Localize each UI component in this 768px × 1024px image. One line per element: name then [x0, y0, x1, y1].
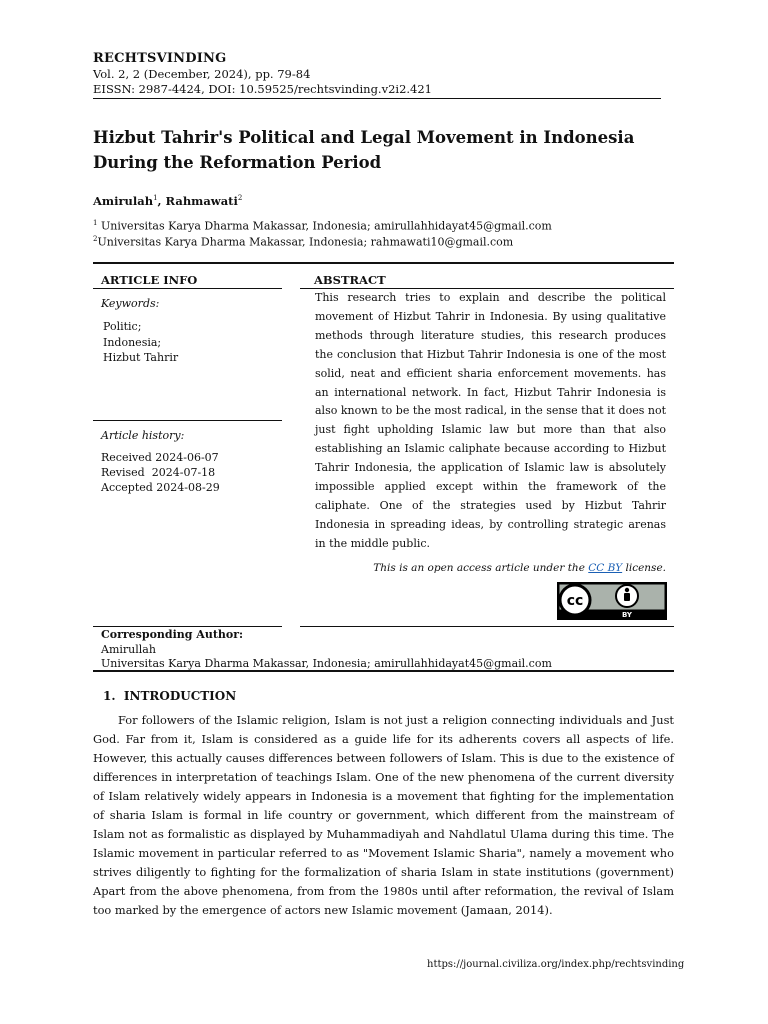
corresponding-rule-left — [93, 626, 282, 627]
volume-info: Vol. 2, 2 (December, 2024), pp. 79-84 — [93, 67, 311, 81]
keyword-item: Indonesia; — [103, 335, 162, 349]
abstract-text: This research tries to explain and describe the political movement of Hizbut Tahrir in Indonesia. By using qualitative methods through literature studies, this research produces the conclusion that Hizbut Tahrir Indonesia is one of the most solid, neat and efficient sharia enforcement movements. has an international network. In fact, Hizbut Tahrir Indonesia is also known to be the most radical, in the sense that it does not just fight upholding Islamic law but more than that also establishing an Islamic caliphate because according to Hizbut Tahrir Indonesia, the application of Islamic law is absolutely impossible applied except within the framework of the caliphate. One of the strategies used by Hizbut Tahrir Indonesia in spreading ideas, by controlling strategic arenas in the middle public. — [315, 291, 666, 550]
history-item — [101, 465, 220, 480]
history-item-label: Received — [101, 451, 152, 464]
author-sup: 2 — [237, 194, 243, 203]
header-rule — [93, 98, 661, 99]
abstract-heading: ABSTRACT — [314, 273, 386, 287]
history-item — [101, 450, 220, 465]
author-name: Amirulah — [93, 194, 154, 208]
keywords-list — [103, 319, 178, 366]
eissn-doi: EISSN: 2987-4424, DOI: 10.59525/rechtsvinding.v2i2.421 — [93, 82, 433, 96]
affiliation-text: Universitas Karya Dharma Makassar, Indonesia; amirullahhidayat45@gmail.com — [100, 219, 552, 233]
history-item-date: 2024-06-07 — [155, 451, 219, 464]
author-sup: 1 — [153, 194, 158, 203]
section-number: 1. — [103, 689, 116, 703]
journal-name: RECHTSVINDING — [93, 51, 227, 66]
affiliation-text: Universitas Karya Dharma Makassar, Indonesia; rahmawati10@gmail.com — [97, 235, 514, 249]
journal-url: https://journal.civiliza.org/index.php/rechtsvinding — [427, 959, 685, 970]
author-separator: , — [157, 194, 166, 208]
license-prefix: This is an open access article under the — [373, 562, 585, 574]
author-list — [93, 194, 242, 208]
corresponding-affiliation: Universitas Karya Dharma Makassar, Indonesia; amirullahhidayat45@gmail.com — [101, 657, 552, 670]
history-item-date: 2024-08-29 — [156, 481, 220, 494]
history-item-label: Accepted — [101, 481, 153, 494]
corresponding-name: Amirullah — [101, 643, 156, 656]
license-line — [300, 562, 666, 574]
history-item — [101, 480, 220, 495]
cc-by-badge[interactable] — [557, 582, 667, 620]
section-heading — [103, 689, 236, 703]
history-label: Article history: — [101, 429, 185, 442]
affiliation-2 — [93, 235, 513, 249]
introduction-paragraph: For followers of the Islamic religion, Islam is not just a religion connecting individuals and Just God. Far from it, Islam is considered as a guide life for its adherents covers all aspects of life. However, this actually causes differences between followers of Islam. This is due to the existence of differences in interpretation of teachings Islam. One of the new phenomena of the current diversity of Islam relatively widely appears in Indonesia is a movement that fighting for the implementation of sharia Islam is formal in life country or government, which different from the mainstream of Islam not as formalistic as displayed by Muhammadiyah and Nahdlatul Ulama during this time. The Islamic movement in particular referred to as "Movement Islamic Sharia", namely a movement who strives diligently to fighting for the formalization of sharia Islam in state institutions (government) Apart from the above phenomena, from from the 1980s until after reformation, the revival of Islam too marked by the emergence of actors new Islamic movement (Jamaan, 2014). — [93, 713, 674, 917]
cc-badge-label: BY — [621, 611, 633, 619]
article-info-heading: ARTICLE INFO — [101, 273, 198, 287]
article-info-rule — [93, 288, 282, 289]
license-suffix: license. — [625, 562, 666, 574]
info-box-top-rule — [93, 262, 674, 264]
history-item-label: Revised — [101, 466, 145, 479]
keywords-label: Keywords: — [101, 297, 160, 310]
author-name: Rahmawati — [165, 194, 238, 208]
affiliation-sup: 1 — [93, 219, 98, 227]
info-box-bottom-rule — [93, 670, 674, 672]
creative-commons-icon — [560, 585, 590, 615]
affiliation-sup: 2 — [93, 235, 98, 243]
history-list — [101, 450, 220, 495]
keyword-item: Politic; — [103, 320, 142, 333]
affiliation-1 — [93, 219, 552, 233]
svg-text:cc: cc — [566, 593, 584, 609]
corresponding-label: Corresponding Author: — [101, 628, 244, 641]
attribution-person-icon — [616, 585, 638, 607]
cc-by-link[interactable]: CC BY — [588, 562, 623, 574]
corresponding-rule-right — [300, 626, 674, 627]
history-divider — [93, 420, 282, 421]
article-title: Hizbut Tahrir's Political and Legal Movement in Indonesia During the Reformation Period — [93, 128, 635, 172]
section-title: INTRODUCTION — [123, 689, 237, 703]
keyword-item: Hizbut Tahrir — [103, 351, 179, 364]
history-item-date: 2024-07-18 — [151, 466, 216, 479]
